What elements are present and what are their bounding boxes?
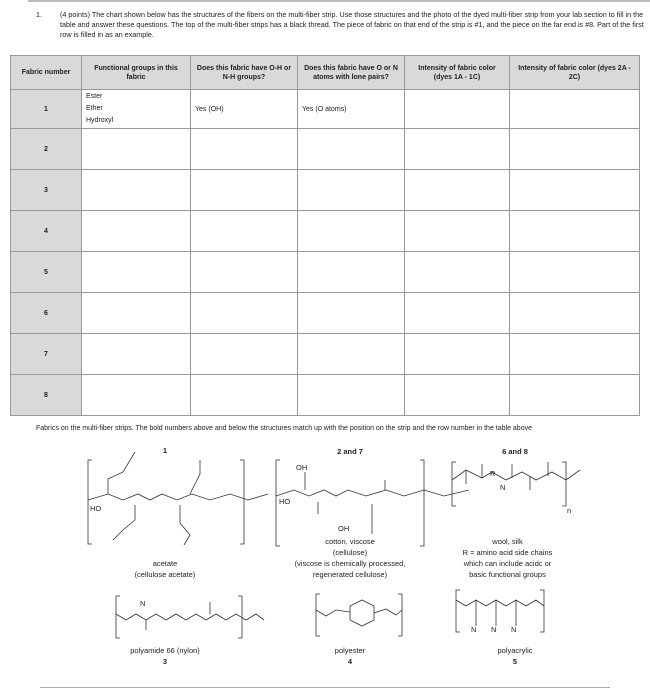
header-dye1: Intensity of fabric color (dyes 1A - 1C): [405, 56, 510, 90]
atom-label: N: [511, 625, 517, 634]
structure-name-text: polyester: [334, 646, 366, 655]
fabric-number: 7: [11, 334, 82, 375]
fabric-number: 4: [11, 211, 82, 252]
structure-desc: regenerated cellulose): [312, 570, 388, 579]
bottom-divider: [40, 687, 610, 688]
structure-number: 6 and 8: [502, 447, 528, 456]
structure-name: [440, 536, 575, 580]
structure-desc: (viscose is chemically processed,: [294, 559, 406, 568]
atom-label: HO: [90, 504, 102, 513]
atom-label: N: [140, 599, 146, 608]
protein-structure: [452, 462, 580, 506]
lone-pairs-cell[interactable]: Yes (O atoms): [298, 90, 405, 129]
atom-label: N: [471, 625, 477, 634]
structure-name: [100, 645, 230, 667]
structure-name-text: cotton, viscose: [325, 537, 375, 546]
header-functional-groups: Functional groups in this fabric: [82, 56, 191, 90]
structures-caption: Fabrics on the multi-fiber strips. The bold numbers above and below the structures match up with the position on the strip and the row number in the table above: [36, 425, 532, 432]
fabric-number: 8: [11, 375, 82, 416]
question-number: 1.: [36, 10, 42, 19]
polyester-structure: [316, 594, 402, 636]
structure-name: [310, 645, 390, 667]
atom-label: OH: [338, 524, 350, 533]
atom-label: HO: [279, 497, 291, 506]
polyacrylic-structure: [456, 590, 544, 632]
header-lone-pairs: Does this fabric have O or N atoms with lone pairs?: [298, 56, 405, 90]
header-fabric-number: Fabric number: [11, 56, 82, 90]
structure-desc: which can include acidc or: [463, 559, 552, 568]
structure-name: [100, 558, 230, 580]
structure-desc: R = amino acid side chains: [462, 548, 553, 557]
structure-desc: (cellulose): [332, 548, 368, 557]
fabric-number: 1: [11, 90, 82, 129]
structure-number: 2 and 7: [337, 447, 363, 456]
acetate-structure: [88, 452, 268, 545]
functional-group: Hydroxyl: [86, 117, 114, 124]
functional-group: Ester: [86, 93, 103, 100]
atom-label: N: [500, 483, 506, 492]
atom-label: n: [567, 506, 572, 515]
structure-number: 4: [347, 657, 353, 666]
structure-number: 1: [162, 446, 168, 455]
structure-number: 3: [162, 657, 168, 666]
fabric-number: 6: [11, 293, 82, 334]
structure-name-text: acetate: [152, 559, 178, 568]
atom-label: OH: [296, 463, 308, 472]
structure-name-text: wool, silk: [492, 537, 523, 546]
nylon-structure: [116, 596, 264, 638]
structure-name: [475, 645, 555, 667]
structure-desc: (cellulose acetate): [134, 570, 196, 579]
header-dye2: Intensity of fabric color (dyes 2A - 2C): [510, 56, 640, 90]
structure-name-text: polyamide 66 (nylon): [130, 646, 200, 655]
structure-desc: basic functional groups: [469, 570, 546, 579]
fabric-number: 5: [11, 252, 82, 293]
structure-name-text: polyacrylic: [497, 646, 533, 655]
structure-name: [270, 536, 430, 580]
fabric-number: 2: [11, 129, 82, 170]
fabric-number: 3: [11, 170, 82, 211]
question-text: (4 points) The chart shown below has the structures of the fibers on the multi-fiber strip. Use those structures and the photo of the dyed multi-fiber strip from your lab section to fill in the table and answer these questions. The top of the multi-fiber strips has a black thread. The piece of fabric on that end of the strip is #1, and the piece on the far end is #8. Part of the first row is filled in as an example.: [60, 10, 644, 39]
structure-number: 5: [512, 657, 518, 666]
atom-label: N: [491, 625, 497, 634]
header-oh-nh: Does this fabric have O-H or N-H groups?: [191, 56, 298, 90]
oh-nh-cell[interactable]: Yes (OH): [191, 90, 298, 129]
atom-label: R: [490, 469, 496, 478]
functional-group: Ether: [86, 105, 103, 112]
